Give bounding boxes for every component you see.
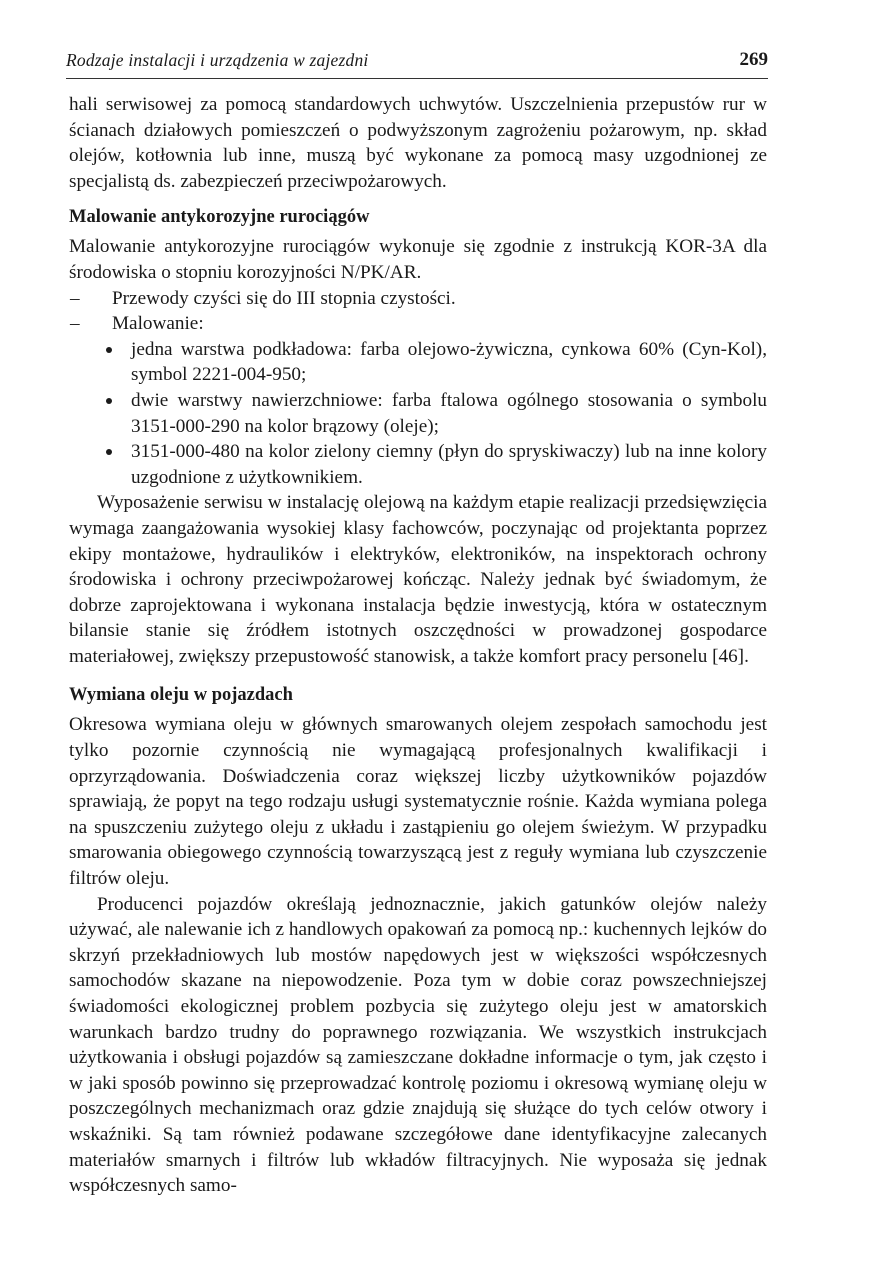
bullet-icon (106, 398, 112, 404)
running-title: Rodzaje instalacji i urządzenia w zajezdni (66, 50, 369, 70)
bullet-list-item (69, 337, 767, 388)
bullet-item-text: dwie warstwy nawierzchniowe: farba ftalowa ogólnego stosowania o symbolu 3151-000-290 na kolor brązowy (oleje); (131, 389, 767, 437)
dash-item-text: Przewody czyści się do III stopnia czystości. (112, 287, 456, 309)
dash-marker: – (70, 287, 80, 309)
section-heading-wymiana: Wymiana oleju w pojazdach (69, 685, 293, 706)
page-body (69, 92, 767, 1199)
paragraph-okresowa: Okresowa wymiana oleju w głównych smarowanych olejem zespołach samochodu jest tylko pozornie czynnością nie wymagającą profesjonalnych kwalifikacji i oprzyrządowania. Doświadczenia coraz większej liczby użytkowników pojazdów sprawiają, że popyt na tego rodzaju usługi systematycznie rośnie. Każda wymiana polega na spuszczeniu zużytego oleju z układu i zastąpieniu go olejem świeżym. W przypadku smarowania obiegowego czynnością towarzyszącą jest z reguły wymiana lub czyszczenie filtrów oleju. (69, 714, 767, 890)
bullet-icon (106, 449, 112, 455)
bullet-icon (106, 347, 112, 353)
paragraph-producenci: Producenci pojazdów określają jednoznacznie, jakich gatunków olejów należy używać, ale nalewanie ich z handlowych opakowań za pomocą np.: kuchennych lejków do skrzyń przekładniowych lub mostów napędowych jest w większości współczesnych samochodów skazane na niepowodzenie. Poza tym w dobie coraz powszechniejszej świadomości ekologicznej problem pozbycia się zużytego oleju jest w amatorskich warunkach bardzo trudny do poprawnego rozwiązania. We wszystkich instrukcjach użytkowania i obsługi pojazdów są zamieszczane dokładne informacje o tym, jak często i w jaki sposób powinno się przeprowadzać kontrolę poziomu i okresową wymianę oleju w poszczególnych mechanizmach oraz gdzie znajdują się służące do tych celów otwory i wskaźniki. Są tam również podawane szczegółowe dane identyfikacyjne zalecanych materiałów smarnych i filtrów lub wkładów filtracyjnych. Nie wyposaża się jednak współczesnych samo- (69, 893, 767, 1197)
dash-list-item (69, 311, 767, 337)
bullet-item-text: 3151-000-480 na kolor zielony ciemny (płyn do spryskiwaczy) lub na inne kolory uzgodnione z użytkownikiem. (131, 441, 767, 488)
paragraph-malowanie: Malowanie antykorozyjne rurociągów wykonuje się zgodnie z instrukcją KOR-3A dla środowiska o stopniu korozyjności N/PK/AR. (69, 236, 767, 283)
page-number: 269 (739, 49, 768, 70)
section-heading-malowanie: Malowanie antykorozyjne rurociągów (69, 207, 370, 228)
paragraph-intro: hali serwisowej za pomocą standardowych uchwytów. Uszczelnienia przepustów rur w ścianach działowych pomieszczeń o podwyższonym zagrożeniu pożarowym, np. skład olejów, kotłownia lub inne, muszą być wykonane za pomocą masy uzgodnionej ze specjalistą ds. zabezpieczeń przeciwpożarowych. (69, 94, 767, 192)
dash-item-text: Malowanie: (112, 313, 204, 335)
dash-marker: – (70, 313, 80, 335)
running-header (66, 48, 768, 79)
bullet-list-item (69, 388, 767, 439)
paragraph-wyposazenie: Wyposażenie serwisu w instalację olejową na każdym etapie realizacji przedsięwzięcia wymaga zaangażowania wysokiej klasy fachowców, poczynając od projektanta poprzez ekipy montażowe, hydraulików i elektryków, elektroników, na inspektorach ochrony środowiska i ochrony przeciwpożarowej kończąc. Należy jednak być świadomym, że dobrze zaprojektowana i wykonana instalacja będzie inwestycją, która w ostatecznym bilansie stanie się źródłem istotnych oszczędności w prowadzonej gospodarce materiałowej, zwiększy przepustowość stanowisk, a także komfort pracy personelu [46]. (69, 492, 767, 667)
bullet-item-text: jedna warstwa podkładowa: farba olejowo-żywiczna, cynkowa 60% (Cyn-Kol), symbol 2221-004-950; (131, 338, 767, 386)
dash-list-item (69, 286, 767, 312)
bullet-list-item (69, 439, 767, 490)
